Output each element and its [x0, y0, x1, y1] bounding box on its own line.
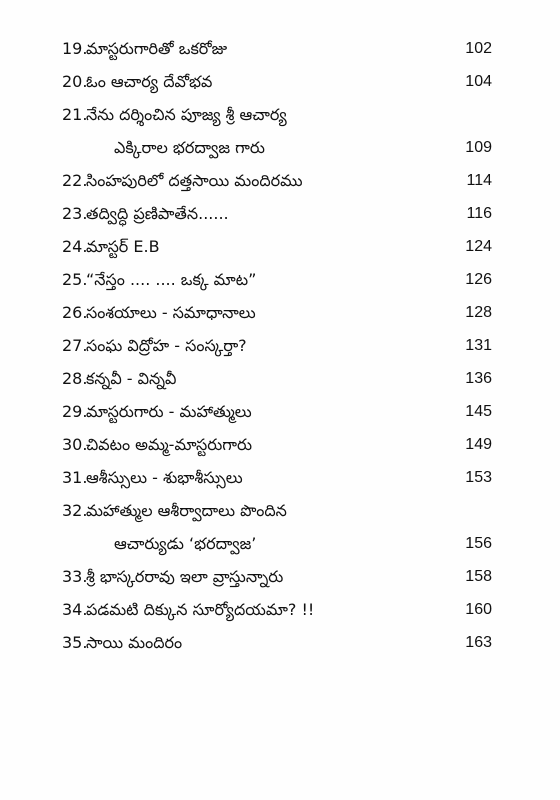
- entry-number: 27.: [62, 336, 88, 355]
- entry-title: ఆశీస్సులు - శుభాశీస్సులు: [86, 468, 243, 487]
- entry-page-number: 163: [465, 634, 492, 651]
- toc-entry-19: [62, 32, 492, 65]
- entry-page-number: 114: [466, 172, 492, 189]
- entry-title: సాయి మందిరం: [86, 633, 183, 652]
- toc-entry-25: [62, 263, 492, 296]
- entry-title: ఆచార్యుడు ‘భరద్వాజ’: [114, 534, 257, 553]
- toc-entry-22: [62, 164, 492, 197]
- toc-entry-24: [62, 230, 492, 263]
- entry-page-number: 131: [465, 337, 492, 354]
- entry-title: మహాత్ముల ఆశీర్వాదాలు పొందిన: [86, 501, 287, 520]
- entry-number: 29.: [62, 402, 88, 421]
- entry-page-number: 102: [465, 40, 492, 57]
- toc-entry-29: [62, 395, 492, 428]
- entry-page-number: 136: [465, 370, 492, 387]
- entry-title: “నేస్తం .... .... ఒక్క మాట”: [86, 270, 257, 289]
- entry-title: సింహపురిలో దత్తసాయి మందిరము: [86, 171, 303, 190]
- entry-page-number: 160: [465, 601, 492, 618]
- entry-page-number: 156: [465, 535, 492, 552]
- entry-page-number: 104: [465, 73, 492, 90]
- entry-number: 30.: [62, 435, 88, 454]
- entry-title: చివటం అమ్మ-మాస్టరుగారు: [86, 435, 253, 454]
- entry-number: 20.: [62, 72, 88, 91]
- entry-title: మాస్టర్ E.B: [86, 237, 160, 256]
- entry-title: సంఘ విద్రోహ - సంస్కర్తా?: [86, 336, 247, 355]
- entry-title: పడమటి దిక్కున సూర్యోదయమా? !!: [86, 600, 315, 619]
- entry-number: 35.: [62, 633, 88, 652]
- entry-number: 31.: [62, 468, 88, 487]
- entry-title: మాస్టరుగారు - మహాత్ములు: [86, 402, 252, 421]
- entry-title: మాస్టరుగారితో ఒకరోజు: [86, 39, 228, 58]
- entry-page-number: 149: [465, 436, 492, 453]
- entry-page-number: 145: [465, 403, 492, 420]
- entry-number: 26.: [62, 303, 88, 322]
- entry-number: 24.: [62, 237, 88, 256]
- toc-entry-21: [62, 98, 492, 131]
- entry-number: 33.: [62, 567, 88, 586]
- toc-entry-27: [62, 329, 492, 362]
- toc-entry-28: [62, 362, 492, 395]
- entry-page-number: 128: [465, 304, 492, 321]
- toc-entry-23: [62, 197, 492, 230]
- entry-page-number: 124: [465, 238, 492, 255]
- toc-entry-34: [62, 593, 492, 626]
- entry-page-number: 116: [466, 205, 492, 222]
- toc-entry-21-continued: [62, 131, 492, 164]
- entry-title: తద్విద్ధి ప్రణిపాతేన......: [86, 204, 229, 223]
- entry-title: కన్నవీ - విన్నవీ: [86, 369, 177, 388]
- entry-title: నేను దర్శించిన పూజ్య శ్రీ ఆచార్య: [86, 105, 287, 124]
- entry-number: 28.: [62, 369, 88, 388]
- entry-page-number: 153: [465, 469, 492, 486]
- toc-entry-20: [62, 65, 492, 98]
- toc-entry-32: [62, 494, 492, 527]
- toc-entry-35: [62, 626, 492, 659]
- entry-page-number: 158: [465, 568, 492, 585]
- entry-title: ఎక్కిరాల భరద్వాజ గారు: [114, 138, 265, 157]
- toc-entry-26: [62, 296, 492, 329]
- entry-page-number: 109: [465, 139, 492, 156]
- toc-entry-32-continued: [62, 527, 492, 560]
- entry-title: ఓం ఆచార్య దేవోభవ: [86, 72, 213, 91]
- entry-page-number: 126: [465, 271, 492, 288]
- entry-number: 34.: [62, 600, 88, 619]
- entry-title: సంశయాలు - సమాధానాలు: [86, 303, 256, 322]
- entry-number: 19.: [62, 39, 88, 58]
- entry-number: 22.: [62, 171, 88, 190]
- toc-entry-31: [62, 461, 492, 494]
- toc-entry-33: [62, 560, 492, 593]
- toc-entry-30: [62, 428, 492, 461]
- entry-title: శ్రీ భాస్కరరావు ఇలా వ్రాస్తున్నారు: [86, 567, 284, 586]
- table-of-contents: [62, 32, 492, 659]
- entry-number: 21.: [62, 105, 88, 124]
- entry-number: 25.: [62, 270, 88, 289]
- entry-number: 32.: [62, 501, 88, 520]
- entry-number: 23.: [62, 204, 88, 223]
